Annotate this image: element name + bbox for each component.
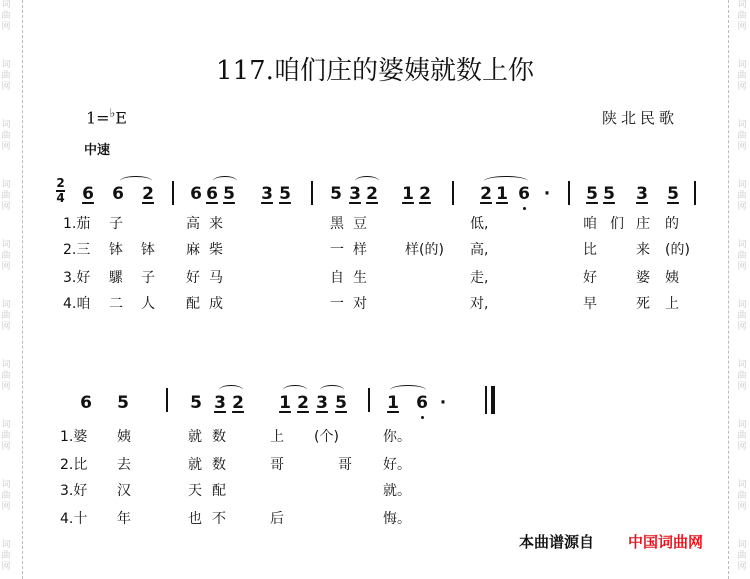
key-prefix: 1= [86, 108, 110, 128]
watermark-text [0, 480, 12, 513]
low-octave-dot [523, 207, 526, 210]
lyric-syllable: 柴 [209, 242, 223, 258]
low-octave-dot [421, 416, 424, 419]
barline [368, 388, 370, 412]
note: 6 [190, 184, 202, 204]
watermark-char: 曲 [1, 71, 11, 81]
watermark-char: 网 [1, 22, 11, 32]
lyric-syllable: 数 [212, 457, 226, 473]
barline [452, 181, 454, 205]
final-barline-thin [485, 386, 487, 414]
watermark-char: 网 [737, 202, 747, 212]
watermark-char: 词 [1, 480, 11, 490]
lyric-syllable: 3.好 [60, 483, 88, 499]
watermark-text [736, 540, 748, 573]
lyric-syllable: 来 [636, 242, 650, 258]
watermark-char: 网 [737, 82, 747, 92]
watermark-char: 曲 [737, 371, 747, 381]
watermark-char: 曲 [737, 191, 747, 201]
time-signature [56, 178, 65, 204]
song-source: 陕北民歌 [602, 109, 679, 127]
watermark-char: 词 [1, 180, 11, 190]
watermark-char: 曲 [1, 311, 11, 321]
lyric-syllable: 自 [330, 270, 344, 286]
watermark-char: 网 [737, 562, 747, 572]
watermark-char: 词 [737, 300, 747, 310]
lyric-syllable: 成 [209, 296, 223, 312]
slur [320, 385, 344, 395]
lyric-syllable: (个) [314, 429, 339, 445]
lyric-syllable: 上 [665, 296, 679, 312]
lyric-syllable: 子 [141, 270, 155, 286]
note: 5 [603, 184, 615, 204]
song-title: 117.咱们庄的婆姨就数上你 [216, 56, 534, 86]
lyric-syllable: 钵 [141, 242, 155, 258]
lyric-syllable: 騾 [109, 270, 123, 286]
watermark-char: 网 [1, 502, 11, 512]
lyric-syllable: 人 [141, 296, 155, 312]
barline [694, 181, 696, 205]
watermark-char: 词 [737, 360, 747, 370]
watermark-char: 词 [1, 240, 11, 250]
lyric-syllable: 早 [583, 296, 597, 312]
lyric-syllable: 4.咱 [63, 296, 91, 312]
lyric-syllable: 1.婆 [60, 429, 88, 445]
lyric-syllable: 对, [470, 296, 489, 312]
augmentation-dot: · [543, 184, 551, 204]
lyric-syllable: 2.比 [60, 457, 88, 473]
lyric-syllable: 一 [330, 296, 344, 312]
note: 5 [223, 184, 235, 204]
note: 5 [586, 184, 598, 204]
lyric-syllable: 比 [583, 242, 597, 258]
note: 2 [142, 184, 154, 204]
note: 2 [366, 184, 378, 204]
lyric-syllable: 3.好 [63, 270, 91, 286]
lyric-syllable: 配 [212, 483, 226, 499]
watermark-char: 曲 [1, 191, 11, 201]
watermark-text [0, 360, 12, 393]
lyric-syllable: 黑 [330, 216, 344, 232]
lyric-syllable: 高 [186, 216, 200, 232]
time-sig-top: 2 [56, 176, 65, 190]
watermark-char: 曲 [737, 551, 747, 561]
watermark-text [0, 120, 12, 153]
watermark-char: 网 [737, 502, 747, 512]
lyric-syllable: 后 [270, 511, 284, 527]
barline [311, 181, 313, 205]
lyric-syllable: 姨 [665, 270, 679, 286]
lyric-syllable: 2.三 [63, 242, 91, 258]
lyric-syllable: 子 [109, 216, 123, 232]
slur [484, 176, 528, 186]
footer-site-name[interactable]: 中国词曲网 [628, 533, 704, 551]
slur [283, 385, 307, 395]
note: 5 [117, 393, 129, 413]
watermark-char: 曲 [1, 131, 11, 141]
watermark-text [736, 480, 748, 513]
watermark-char: 曲 [737, 431, 747, 441]
lyric-syllable: 也 [188, 511, 202, 527]
lyric-syllable: 豆 [353, 216, 367, 232]
watermark-text [736, 420, 748, 453]
watermark-char: 词 [1, 120, 11, 130]
watermark-char: 词 [1, 360, 11, 370]
lyric-syllable: 一 [330, 242, 344, 258]
lyric-syllable: 咱 [583, 216, 597, 232]
lyric-syllable: (的) [665, 242, 690, 258]
watermark-char: 网 [1, 82, 11, 92]
note: 3 [214, 393, 226, 413]
watermark-char: 网 [737, 142, 747, 152]
lyric-syllable: 姨 [117, 429, 131, 445]
lyric-syllable: 你。 [383, 429, 411, 445]
note: 6 [416, 393, 428, 413]
watermark-char: 网 [1, 382, 11, 392]
footer-source-prefix: 本曲谱源自 [519, 533, 595, 551]
watermark-char: 网 [1, 142, 11, 152]
lyric-syllable: 就 [188, 429, 202, 445]
watermark-char: 词 [737, 0, 747, 10]
flat-sign: ♭ [109, 106, 116, 120]
slur [355, 176, 379, 186]
watermark-char: 词 [1, 0, 11, 10]
watermark-text [0, 540, 12, 573]
note: 3 [261, 184, 273, 204]
watermark-char: 词 [737, 240, 747, 250]
watermark-char: 网 [1, 262, 11, 272]
watermark-char: 曲 [737, 311, 747, 321]
watermark-text [0, 180, 12, 213]
note: 3 [316, 393, 328, 413]
lyric-syllable: 天 [188, 483, 202, 499]
watermark-char: 曲 [737, 71, 747, 81]
watermark-char: 词 [737, 540, 747, 550]
lyric-syllable: 婆 [636, 270, 650, 286]
barline [172, 181, 174, 205]
final-barline-thick [491, 386, 495, 414]
lyric-syllable: 钵 [109, 242, 123, 258]
note: 1 [279, 393, 291, 413]
lyric-syllable: 数 [212, 429, 226, 445]
lyric-syllable: 4.十 [60, 511, 88, 527]
slur [120, 176, 152, 186]
lyric-syllable: 就。 [383, 483, 411, 499]
note: 2 [297, 393, 309, 413]
watermark-char: 曲 [737, 491, 747, 501]
watermark-char: 曲 [1, 491, 11, 501]
note: 6 [80, 393, 92, 413]
lyric-syllable: 悔。 [383, 511, 411, 527]
watermark-text [736, 360, 748, 393]
barline [166, 388, 168, 412]
lyric-syllable: 好 [186, 270, 200, 286]
note: 1 [387, 393, 399, 413]
note: 5 [330, 184, 342, 204]
watermark-char: 曲 [737, 251, 747, 261]
watermark-char: 词 [1, 300, 11, 310]
time-sig-bottom: 4 [56, 190, 65, 205]
note: 2 [480, 184, 492, 204]
note: 5 [667, 184, 679, 204]
lyric-syllable: 上 [270, 429, 284, 445]
watermark-text [736, 0, 748, 33]
watermark-char: 曲 [1, 551, 11, 561]
lyric-syllable: 就 [188, 457, 202, 473]
lyric-syllable: 年 [117, 511, 131, 527]
note: 5 [335, 393, 347, 413]
watermark-char: 词 [737, 180, 747, 190]
lyric-syllable: 汉 [117, 483, 131, 499]
lyric-syllable: 低, [470, 216, 489, 232]
lyric-syllable: 死 [636, 296, 650, 312]
watermark-char: 词 [1, 540, 11, 550]
note: 3 [349, 184, 361, 204]
lyric-syllable: 生 [353, 270, 367, 286]
watermark-char: 词 [737, 60, 747, 70]
watermark-char: 词 [1, 420, 11, 430]
watermark-char: 曲 [1, 11, 11, 21]
watermark-char: 网 [737, 322, 747, 332]
tempo-marking: 中速 [84, 143, 111, 158]
watermark-char: 词 [1, 60, 11, 70]
watermark-char: 网 [1, 322, 11, 332]
watermark-char: 曲 [1, 251, 11, 261]
note: 2 [419, 184, 431, 204]
watermark-char: 网 [1, 442, 11, 452]
watermark-text [0, 0, 12, 33]
watermark-text [736, 300, 748, 333]
lyric-syllable: 走, [470, 270, 489, 286]
watermark-char: 网 [1, 202, 11, 212]
lyric-syllable: 麻 [186, 242, 200, 258]
augmentation-dot: · [439, 393, 447, 413]
watermark-text [0, 300, 12, 333]
note: 3 [636, 184, 648, 204]
note: 1 [402, 184, 414, 204]
watermark-text [0, 420, 12, 453]
lyric-syllable: 样 [353, 242, 367, 258]
watermark-text [736, 120, 748, 153]
watermark-text [736, 180, 748, 213]
watermark-text [0, 240, 12, 273]
note: 5 [279, 184, 291, 204]
lyric-syllable: 们 [610, 216, 624, 232]
lyric-syllable: 哥 [270, 457, 284, 473]
lyric-syllable: 去 [117, 457, 131, 473]
watermark-char: 网 [1, 562, 11, 572]
note: 6 [518, 184, 530, 204]
lyric-syllable: 1.茄 [63, 216, 91, 232]
watermark-char: 网 [737, 382, 747, 392]
lyric-syllable: 对 [353, 296, 367, 312]
watermark-char: 曲 [737, 11, 747, 21]
note: 6 [82, 184, 94, 204]
note: 1 [496, 184, 508, 204]
barline [568, 181, 570, 205]
watermark-char: 曲 [1, 431, 11, 441]
lyric-syllable: 庄 [636, 216, 650, 232]
watermark-char: 词 [737, 420, 747, 430]
note: 5 [190, 393, 202, 413]
watermark-char: 曲 [1, 371, 11, 381]
lyric-syllable: 好。 [383, 457, 411, 473]
lyric-syllable: 好 [583, 270, 597, 286]
key-note: E [115, 108, 127, 128]
watermark-char: 网 [737, 262, 747, 272]
slur [390, 385, 426, 395]
watermark-char: 网 [737, 22, 747, 32]
lyric-syllable: 高, [470, 242, 489, 258]
lyric-syllable: 二 [109, 296, 123, 312]
slur [219, 385, 243, 395]
note: 6 [206, 184, 218, 204]
lyric-syllable: 的 [665, 216, 679, 232]
lyric-syllable: 样(的) [405, 242, 444, 258]
lyric-syllable: 配 [186, 296, 200, 312]
watermark-char: 词 [737, 480, 747, 490]
note: 2 [232, 393, 244, 413]
note: 6 [112, 184, 124, 204]
watermark-char: 网 [737, 442, 747, 452]
lyric-syllable: 马 [209, 270, 223, 286]
lyric-syllable: 来 [209, 216, 223, 232]
watermark-text [736, 240, 748, 273]
lyric-syllable: 不 [212, 511, 226, 527]
key-signature [86, 106, 127, 127]
lyric-syllable: 哥 [338, 457, 352, 473]
slur [213, 176, 237, 186]
watermark-char: 词 [737, 120, 747, 130]
watermark-char: 曲 [737, 131, 747, 141]
